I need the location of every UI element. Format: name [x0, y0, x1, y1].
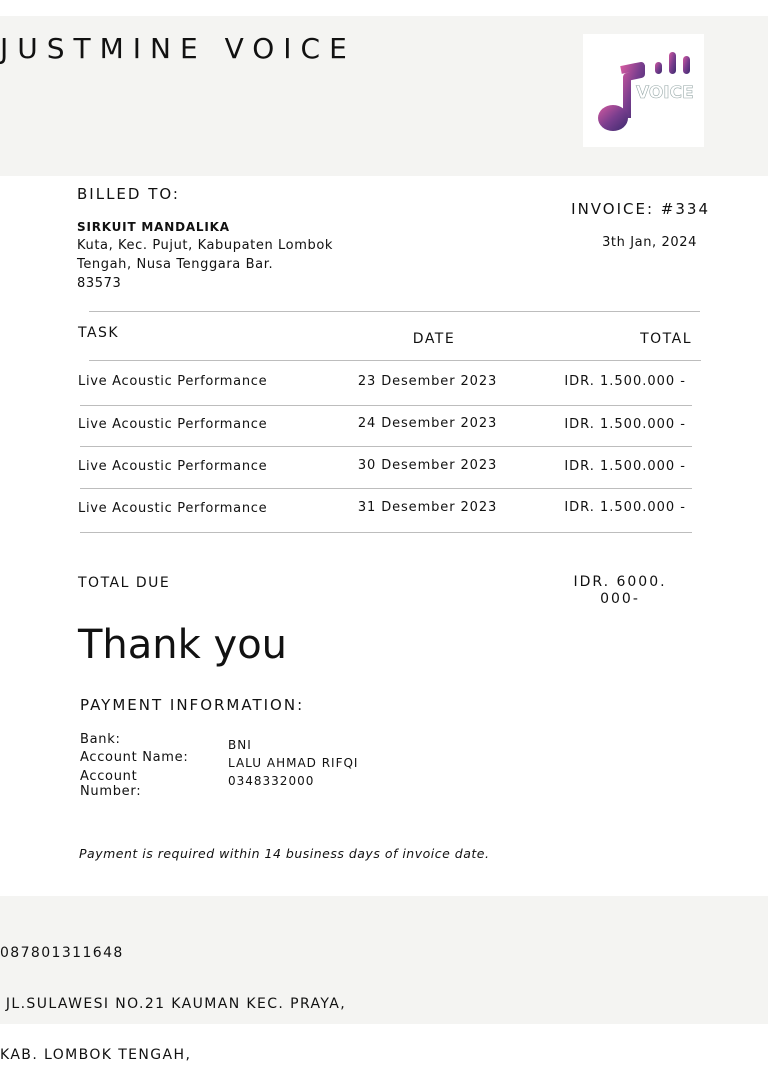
- logo-text: VOICE: [636, 83, 694, 103]
- row-task: Live Acoustic Performance: [78, 501, 268, 516]
- row-task: Live Acoustic Performance: [78, 417, 268, 432]
- account-number-label-line: Account: [80, 769, 138, 784]
- payment-title: PAYMENT INFORMATION:: [80, 696, 305, 714]
- payment-terms: Payment is required within 14 business days of invoice date.: [79, 846, 490, 861]
- account-number-label-line: Number:: [80, 784, 142, 799]
- total-due-label: TOTAL DUE: [78, 575, 171, 591]
- client-name: SIRKUIT MANDALIKA: [77, 220, 230, 234]
- row-date: 24 Desember 2023: [357, 416, 498, 431]
- total-due-value-line: 000-: [600, 591, 640, 607]
- billed-to-label: BILLED TO:: [77, 185, 180, 203]
- bank-label: Bank:: [80, 732, 121, 747]
- row-total: IDR. 1.500.000 -: [564, 374, 686, 389]
- row-rule: [80, 488, 692, 489]
- footer-address-line: KAB. LOMBOK TENGAH,: [0, 1047, 192, 1063]
- row-date: 31 Desember 2023: [357, 500, 498, 515]
- row-rule: [80, 446, 692, 447]
- client-address: [77, 236, 377, 293]
- row-total: IDR. 1.500.000 -: [564, 500, 686, 515]
- row-date: 23 Desember 2023: [357, 374, 498, 389]
- row-task: Live Acoustic Performance: [78, 374, 268, 389]
- total-due-value-line: IDR. 6000.: [573, 574, 667, 590]
- total-due-value: [540, 574, 700, 608]
- brand-name: JUSTMINE VOICE: [0, 32, 356, 65]
- header-task: TASK: [78, 325, 120, 341]
- account-number-value: 0348332000: [228, 774, 315, 788]
- footer-phone: 087801311648: [0, 945, 124, 961]
- client-address-line: Tengah, Nusa Tenggara Bar.: [77, 257, 274, 272]
- invoice-number: INVOICE: #334: [571, 200, 710, 218]
- brand-logo: [583, 34, 704, 147]
- thank-you-heading: Thank you: [78, 622, 288, 668]
- table-bottom-rule: [80, 532, 692, 533]
- music-note-icon: [583, 34, 704, 147]
- row-total: IDR. 1.500.000 -: [564, 417, 686, 432]
- client-address-line: 83573: [77, 276, 122, 291]
- bank-value: BNI: [228, 738, 252, 752]
- table-top-rule: [89, 311, 700, 312]
- client-address-line: Kuta, Kec. Pujut, Kabupaten Lombok: [77, 238, 333, 253]
- account-name-value: LALU AHMAD RIFQI: [228, 756, 359, 770]
- row-rule: [80, 405, 692, 406]
- header-total: TOTAL: [640, 331, 692, 347]
- row-task: Live Acoustic Performance: [78, 459, 268, 474]
- row-date: 30 Desember 2023: [357, 458, 498, 473]
- table-header-rule: [89, 360, 701, 361]
- footer-contact: [0, 911, 346, 1081]
- account-number-label: [80, 769, 141, 799]
- footer-address-line: JL.SULAWESI NO.21 KAUMAN KEC. PRAYA,: [0, 996, 347, 1012]
- invoice-date: 3th Jan, 2024: [602, 235, 697, 250]
- account-name-label: Account Name:: [80, 750, 189, 765]
- header-date: DATE: [412, 331, 456, 347]
- row-total: IDR. 1.500.000 -: [564, 459, 686, 474]
